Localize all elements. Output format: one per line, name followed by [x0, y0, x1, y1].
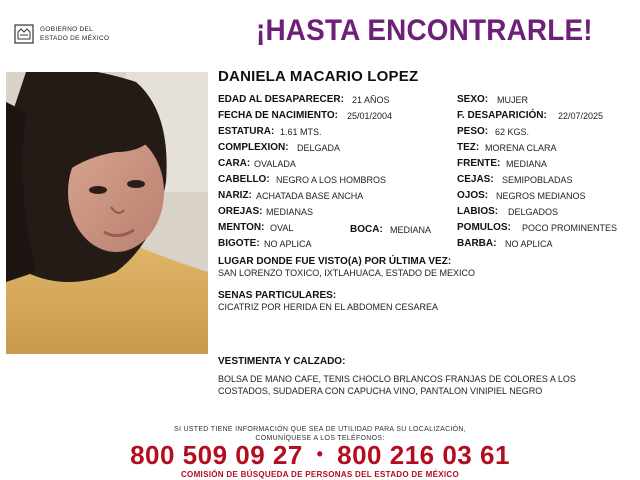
- desaparicion-label: F. DESAPARICIÓN:: [457, 110, 547, 121]
- sexo-label: SEXO:: [457, 94, 489, 105]
- complexion-label: COMPLEXION:: [218, 142, 289, 153]
- cara-label: CARA:: [218, 158, 251, 169]
- frente-label: FRENTE:: [457, 158, 501, 169]
- cabello-value: NEGRO A LOS HOMBROS: [276, 175, 387, 185]
- nariz-label: NARIZ:: [218, 190, 252, 201]
- vestimenta-value: BOLSA DE MANO CAFE, TENIS CHOCLO BRLANCOS FRANJAS DE COLORES A LOS COSTADOS, SUDADERA CON CAPUCHA VINO, PANTALON VINIPIEL NEGRO: [218, 374, 576, 396]
- labios-value: DELGADOS: [508, 207, 559, 217]
- person-name: DANIELA MACARIO LOPEZ: [218, 68, 419, 85]
- phone-number-1[interactable]: 800 509 09 27: [130, 440, 303, 470]
- footer-note-line-2: COMUNÍQUESE A LOS TELÉFONOS:: [255, 435, 385, 442]
- footer-note-line-1: SI USTED TIENE INFORMACIÓN QUE SEA DE UTILIDAD PARA SU LOCALIZACIÓN,: [173, 426, 467, 433]
- bigote-value: NO APLICA: [264, 239, 312, 249]
- pomulos-value: POCO PROMINENTES: [522, 223, 618, 233]
- nariz-value: ACHATADA BASE ANCHA: [256, 191, 364, 201]
- menton-value: OVAL: [270, 223, 294, 233]
- page-headline: ¡HASTA ENCONTRARLE!: [256, 14, 593, 47]
- phone-number-2[interactable]: 800 216 03 61: [337, 440, 510, 470]
- ojos-value: NEGROS MEDIANOS: [496, 191, 586, 201]
- desaparicion-value: 22/07/2025: [558, 111, 604, 121]
- cejas-label: CEJAS:: [457, 174, 494, 185]
- edad-value: 21 AÑOS: [352, 95, 390, 105]
- logo-line-1: GOBIERNO DEL: [40, 26, 94, 33]
- pomulos-label: POMULOS:: [457, 222, 511, 233]
- complexion-value: DELGADA: [297, 143, 341, 153]
- boca-label: BOCA:: [350, 224, 383, 235]
- peso-value: 62 KGS.: [495, 127, 530, 137]
- labios-label: LABIOS:: [457, 206, 499, 217]
- cara-value: OVALADA: [254, 159, 296, 169]
- government-logo: [12, 22, 120, 48]
- lugar-value: SAN LORENZO TOXICO, IXTLAHUACA, ESTADO DE MEXICO: [218, 268, 476, 278]
- ojos-label: OJOS:: [457, 190, 489, 201]
- tez-label: TEZ:: [457, 142, 480, 153]
- vestimenta-label: VESTIMENTA Y CALZADO:: [218, 356, 346, 367]
- peso-label: PESO:: [457, 126, 489, 137]
- menton-label: MENTON:: [218, 222, 265, 233]
- lugar-label: LUGAR DONDE FUE VISTO(A) POR ÚLTIMA VEZ:: [218, 256, 452, 267]
- missing-person-photo: [6, 72, 208, 354]
- orejas-value: MEDIANAS: [266, 207, 314, 217]
- tez-value: MORENA CLARA: [485, 143, 557, 153]
- barba-value: NO APLICA: [505, 239, 553, 249]
- phone-numbers: [0, 440, 640, 471]
- orejas-label: OREJAS:: [218, 206, 263, 217]
- senas-label: SENAS PARTICULARES:: [218, 290, 337, 301]
- frente-value: MEDIANA: [506, 159, 548, 169]
- estatura-label: ESTATURA:: [218, 126, 275, 137]
- bigote-label: BIGOTE:: [218, 238, 260, 249]
- nacimiento-value: 25/01/2004: [347, 111, 393, 121]
- logo-line-2: ESTADO DE MÉXICO: [40, 35, 110, 42]
- phone-separator: •: [316, 444, 324, 464]
- edad-label: EDAD AL DESAPARECER:: [218, 94, 344, 105]
- boca-value: MEDIANA: [390, 225, 432, 235]
- cabello-label: CABELLO:: [218, 174, 270, 185]
- estatura-value: 1.61 MTS.: [280, 127, 322, 137]
- barba-label: BARBA:: [457, 238, 497, 249]
- sexo-value: MUJER: [497, 95, 528, 105]
- commission-name: COMISIÓN DE BÚSQUEDA DE PERSONAS DEL ESTADO DE MÉXICO: [180, 470, 459, 479]
- portrait-illustration: [6, 72, 208, 354]
- cejas-value: SEMIPOBLADAS: [502, 175, 573, 185]
- nacimiento-label: FECHA DE NACIMIENTO:: [218, 110, 338, 121]
- state-emblem-icon: [12, 22, 36, 46]
- senas-value: CICATRIZ POR HERIDA EN EL ABDOMEN CESAREA: [218, 302, 439, 312]
